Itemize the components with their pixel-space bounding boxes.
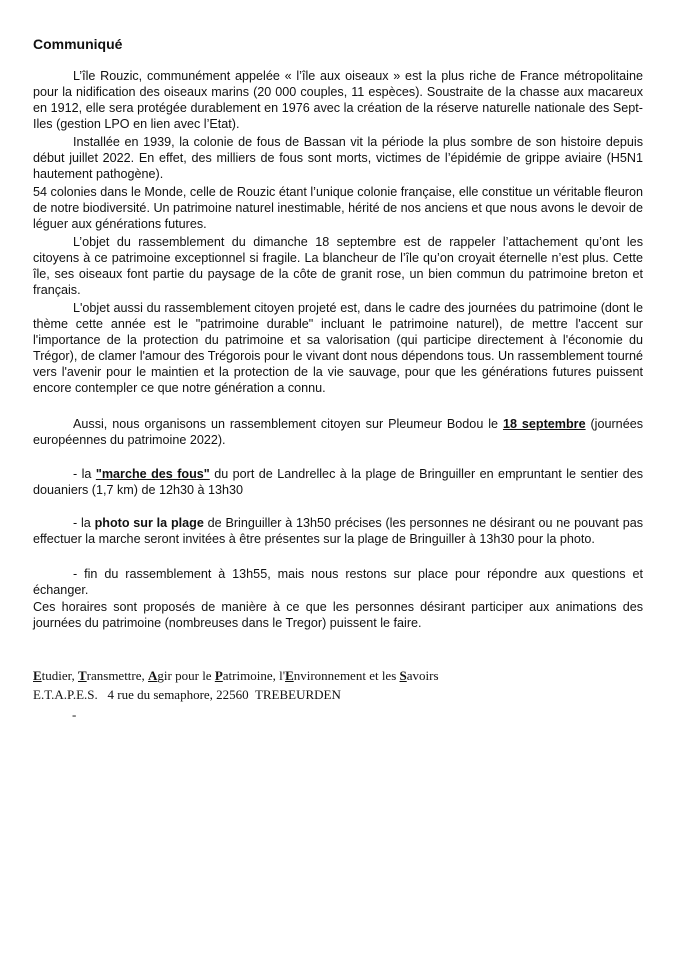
list-item-photo: - la photo sur la plage de Bringuiller à 13h50 précises (les personnes ne désirant ou ne pouvant pas effectuer la marche seront invitées à être présentes sur la plage de Bringuiller à 13h30 pour la photo. bbox=[33, 516, 643, 546]
paragraph-organisation: Aussi, nous organisons un rassemblement citoyen sur Pleumeur Bodou le 18 septembre (journées européennes du patrimoine 2022). bbox=[33, 417, 643, 447]
list-item-marche: - la "marche des fous" du port de Landrellec à la plage de Bringuiller en empruntant le sentier des douaniers (1,7 km) de 12h30 à 13h30 bbox=[33, 467, 643, 497]
paragraph-biodiversite: 54 colonies dans le Monde, celle de Rouzic étant l’unique colonie française, elle constitue un véritable fleuron de notre biodiversité. Un patrimoine naturel inestimable, hérité de nos anciens et que nous avons le devoir de léguer aux générations futures. bbox=[33, 185, 643, 231]
photo-sur-la-plage: photo sur la plage bbox=[94, 516, 204, 530]
footer-address: E.T.A.P.E.S. 4 rue du semaphore, 22560 TREBEURDEN bbox=[33, 687, 341, 702]
event-date: 18 septembre bbox=[502, 417, 586, 431]
paragraph-colonie: Installée en 1939, la colonie de fous de Bassan vit la période la plus sombre de son histoire depuis début juillet 2022. En effet, des milliers de fous sont morts, victimes de l’épidémie de grippe aviaire (H5N1 hautement pathogène). bbox=[33, 135, 643, 181]
list-item-fin: - fin du rassemblement à 13h55, mais nous restons sur place pour répondre aux questions et échanger. bbox=[33, 567, 643, 597]
footer-dash: - bbox=[72, 707, 77, 722]
paragraph-journees-patrimoine: L'objet aussi du rassemblement citoyen projeté est, dans le cadre des journées du patrimoine (dont le thème cette année est le "patrimoine durable" incluant le patrimoine naturel), de mettre l'accent sur l'importance de la protection du patrimoine et sa valorisation (qui participe directement à l'économie du Trégor), de clamer l'amour des Trégorois pour le vivant dont nous dépendons tous. Un rassemblement tourné vers l'avenir pour le maintien et la protection de la vie sauvage, pour que les générations futures puissent encore contempler ce que notre génération a connu. bbox=[33, 301, 643, 395]
paragraph-horaires: Ces horaires sont proposés de manière à ce que les personnes désirant participer aux animations des journées du patrimoine (nombreuses dans le Tregor) puissent le faire. bbox=[33, 600, 643, 630]
page-title: Communiqué bbox=[33, 36, 123, 52]
paragraph-rouzic: L’île Rouzic, communément appelée « l’île aux oiseaux » est la plus riche de France métropolitaine pour la nidification des oiseaux marins (20 000 couples, 11 espèces). Soustraite de la chasse aux macareux en 1912, elle sera protégée durablement en 1976 avec la création de la réserve naturelle nationale des Sept-Iles (gestion LPO en lien avec l’Etat). bbox=[33, 69, 643, 131]
marche-des-fous: "marche des fous" bbox=[95, 467, 210, 481]
paragraph-objet-rassemblement: L’objet du rassemblement du dimanche 18 septembre est de rappeler l’attachement qu’ont les citoyens à ce patrimoine exceptionnel si fragile. La blancheur de l’île qu’on croyait éternelle n’est plus. Cette île, ses oiseaux font partie du paysage de la côte de granit rose, un bien commun du patrimoine breton et français. bbox=[33, 235, 643, 297]
footer-acronym: Etudier, Transmettre, Agir pour le Patrimoine, l'Environnement et les Savoirs bbox=[33, 668, 439, 683]
